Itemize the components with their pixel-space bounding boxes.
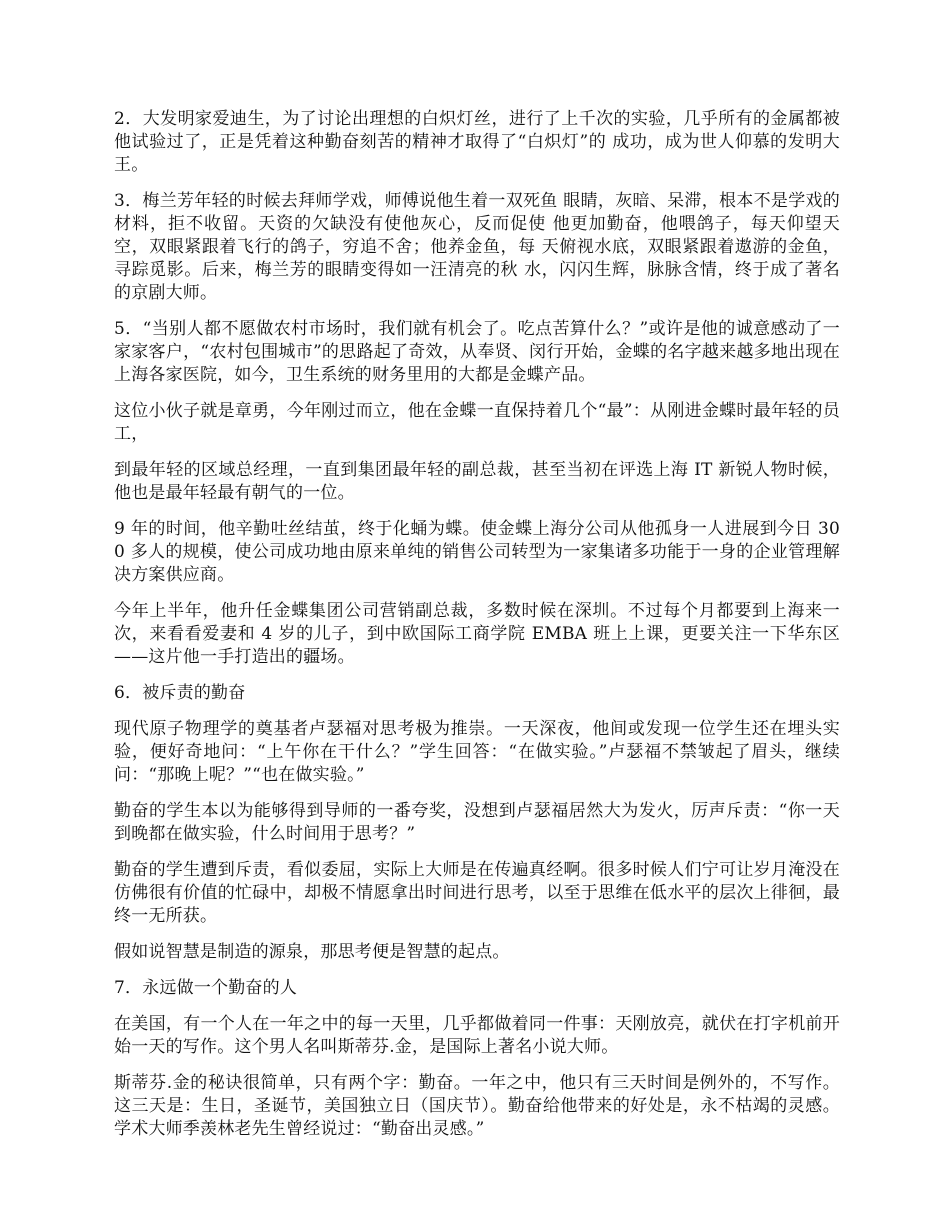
- paragraph-wisdom: 假如说智慧是制造的源泉，那思考便是智慧的起点。: [114, 942, 510, 962]
- document-body: [114, 108, 840, 1154]
- paragraph-rural-market: 5．“当别人都不愿做农村市场时，我们就有机会了。吃点苦算什么？”或许是他的诚意感动了一家家客户，“农村包围城市”的思路起了奇效，从奉贤、闵行开始，金蝶的名字越来越多地出现在上海各家医院，如今，卫生系统的财务里用的大都是金蝶产品。: [114, 319, 840, 385]
- paragraph-stephen-king: 在美国，有一个人在一年之中的每一天里，几乎都做着同一件事：天刚放亮，就伏在打字机前开始一天的写作。这个男人名叫斯蒂芬.金，是国际上著名小说大师。: [114, 1014, 840, 1057]
- paragraph-lesson: 勤奋的学生遭到斥责，看似委屈，实际上大师是在传遍真经啊。很多时候人们宁可让岁月淹没在仿佛很有价值的忙碌中，却极不情愿拿出时间进行思考，以至于思维在低水平的层次上徘徊，最终一无所获。: [114, 860, 840, 926]
- paragraph-secret: 斯蒂芬.金的秘诀很简单，只有两个字：勤奋。一年之中，他只有三天时间是例外的，不写作。这三天是：生日，圣诞节，美国独立日（国庆节）。勤奋给他带来的好处是，永不枯竭的灵感。学术大师季羡林老先生曾经说过：“勤奋出灵感。”: [114, 1073, 840, 1139]
- paragraph-edison: 2．大发明家爱迪生，为了讨论出理想的白炽灯丝，进行了上千次的实验，几乎所有的金属都被 他试验过了，正是凭着这种勤奋刻苦的精神才取得了“白炽灯”的 成功，成为世人仰慕的发明大王。: [114, 109, 840, 175]
- section-heading-7: 7．永远做一个勤奋的人: [114, 978, 298, 998]
- section-heading-6: 6．被斥责的勤奋: [114, 683, 246, 703]
- paragraph-rebuke: 勤奋的学生本以为能够得到导师的一番夸奖，没想到卢瑟福居然大为发火，厉声斥责：“你一天到晚都在做实验，什么时间用于思考？”: [114, 801, 840, 844]
- paragraph-zhang-yong-intro: 这位小伙子就是章勇，今年刚过而立，他在金蝶一直保持着几个“最”：从刚进金蝶时最年轻的员工，: [114, 401, 840, 444]
- paragraph-nine-years: 9 年的时间，他辛勤吐丝结茧，终于化蛹为蝶。使金蝶上海分公司从他孤身一人进展到今日 300 多人的规模，使公司成功地由原来单纯的销售公司转型为一家集诸多功能于一身的企业管理解决方案供应商。: [114, 519, 840, 585]
- paragraph-youngest-vp: 到最年轻的区域总经理，一直到集团最年轻的副总裁，甚至当初在评选上海 IT 新锐人物时候，他也是最年轻最有朝气的一位。: [114, 460, 840, 503]
- paragraph-mei-lanfang: 3．梅兰芳年轻的时候去拜师学戏，师傅说他生着一双死鱼 眼睛，灰暗、呆滞，根本不是学戏的材料，拒不收留。天资的欠缺没有使他灰心，反而促使 他更加勤奋，他喂鸽子，每天仰望天空，双眼紧跟着飞行的鸽子，穷追不舍；他养金鱼，每 天俯视水底，双眼紧跟着遨游的金鱼，寻踪觅影。后来，梅兰芳的眼睛变得如一汪清亮的秋 水，闪闪生辉，脉脉含情，终于成了著名的京剧大师。: [114, 191, 840, 303]
- paragraph-rutherford: 现代原子物理学的奠基者卢瑟福对思考极为推崇。一天深夜，他间或发现一位学生还在埋头实验，便好奇地问：“上午你在干什么？”学生回答：“在做实验。”卢瑟福不禁皱起了眉头，继续问：“那晚上呢？”“也在做实验。”: [114, 719, 840, 785]
- paragraph-promotion: 今年上半年，他升任金蝶集团公司营销副总裁，多数时候在深圳。不过每个月都要到上海来一次，来看看爱妻和 4 岁的儿子，到中欧国际工商学院 EMBA 班上上课，更要关注一下华东区——这片他一手打造出的疆场。: [114, 601, 840, 667]
